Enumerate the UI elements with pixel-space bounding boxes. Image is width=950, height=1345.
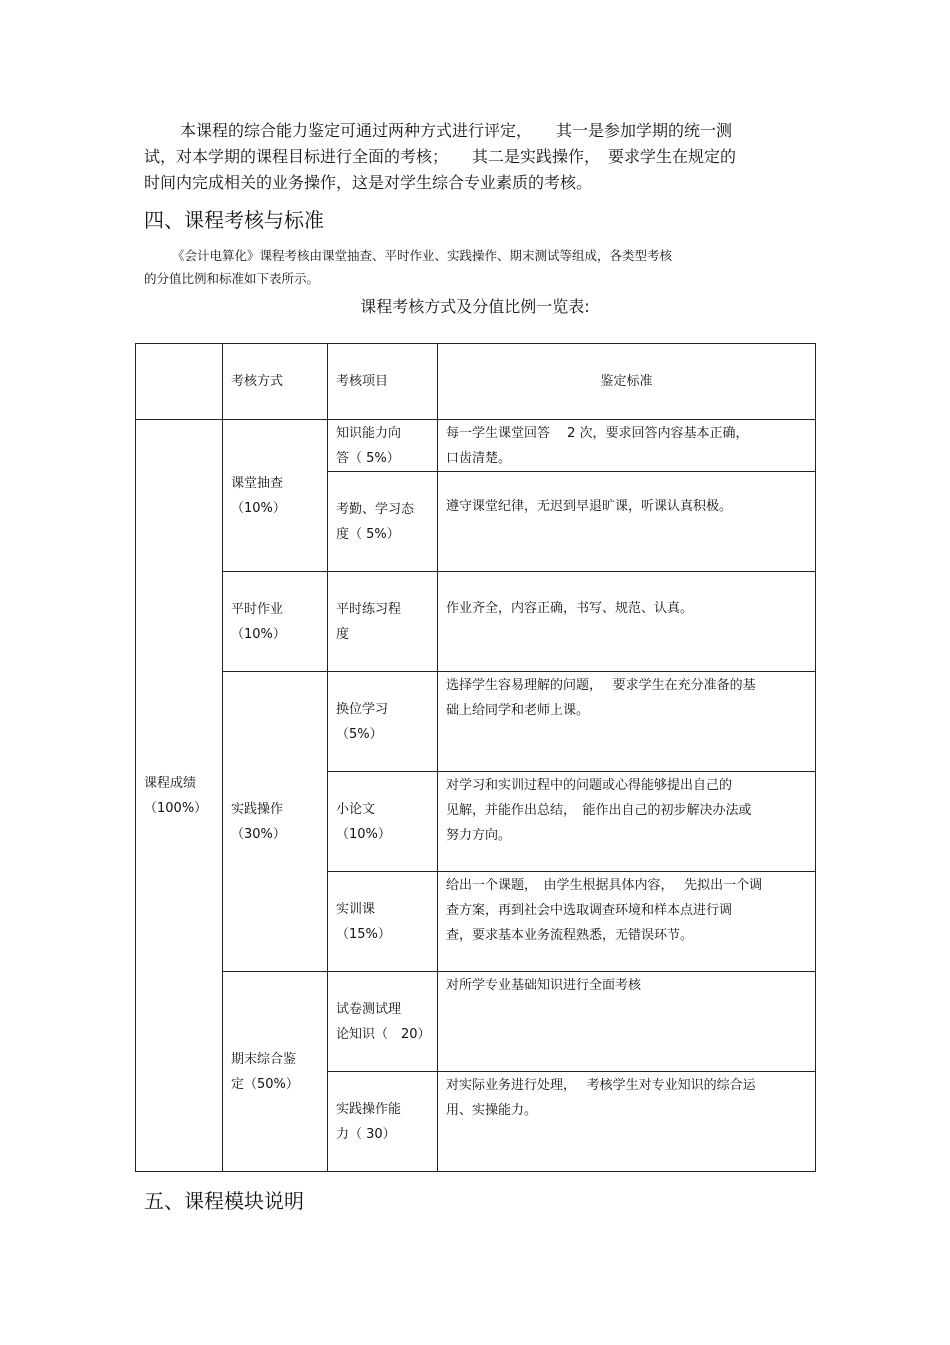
header-standard: 鉴定标准 [438,344,816,420]
standard-cell [438,1072,816,1172]
method-cell [223,672,328,972]
table-row [136,672,816,772]
method-percent: 定（50%） [231,1076,299,1092]
standard-line: 见解，并能作出总结， 能作出自己的初步解决办法或 [446,803,752,818]
total-score-cell [136,420,223,1172]
method-percent: （10%） [231,626,286,642]
item-cell [328,672,438,772]
item-line: 平时练习程 [336,601,402,617]
standard-line: 用、实操能力。 [446,1103,538,1118]
item-line: 度 [336,626,350,642]
standard-line: 础上给同学和老师上课。 [446,703,590,718]
standard-cell [438,472,816,572]
intro-line: 本课程的综合能力鉴定可通过两种方式进行评定， 其一是参加学期的统一测 [180,121,733,140]
item-line: （15%） [336,926,391,942]
method-label: 期末综合鉴 [231,1051,297,1067]
total-label: 课程成绩 [144,775,197,791]
item-cell [328,872,438,972]
item-line: 实践操作能 [336,1101,402,1117]
standard-line: 努力方向。 [446,828,512,843]
table-row [136,572,816,672]
item-line: 力（ 30） [336,1126,396,1142]
item-line: 知识能力向 [336,425,402,441]
description-line: 的分值比例和标准如下表所示。 [144,271,320,286]
item-cell [328,1072,438,1172]
item-line: 小论文 [336,801,376,817]
item-cell [328,772,438,872]
method-cell [223,972,328,1172]
intro-line: 试，对本学期的课程目标进行全面的考核； 其二是实践操作， 要求学生在规定的 [144,147,737,166]
assessment-table [135,343,816,1172]
standard-line: 查方案，再到社会中选取调查环境和样本点进行调 [446,903,733,918]
item-cell [328,420,438,472]
item-line: 试卷测试理 [336,1001,402,1017]
intro-paragraph [144,118,804,196]
table-row [136,972,816,1072]
item-line: 换位学习 [336,701,389,717]
total-percent: （100%） [144,800,208,816]
assessment-description [144,244,764,290]
item-cell [328,472,438,572]
standard-cell [438,572,816,672]
standard-cell [438,672,816,772]
method-percent: （10%） [231,500,286,516]
section-heading-5: 五、课程模块说明 [144,1189,304,1213]
standard-line: 遵守课堂纪律，无迟到早退旷课，听课认真积极。 [446,499,733,514]
standard-line: 每一学生课堂回答 2 次，要求回答内容基本正确， [446,426,749,441]
header-method: 考核方式 [223,344,328,420]
standard-line: 对所学专业基础知识进行全面考核 [446,978,642,993]
intro-line: 时间内完成相关的业务操作，这是对学生综合专业素质的考核。 [144,173,593,192]
standard-cell [438,872,816,972]
standard-line: 给出一个课题， 由学生根据具体内容， 先拟出一个调 [446,878,763,893]
standard-cell [438,420,816,472]
header-blank-cell [136,344,223,420]
method-label: 课堂抽查 [231,475,284,491]
description-line: 《会计电算化》课程考核由课堂抽查、平时作业、实践操作、期末测试等组成，各类型考核 [172,248,673,263]
table-caption: 课程考核方式及分值比例一览表: [360,297,590,316]
standard-line: 查，要求基本业务流程熟悉，无错误环节。 [446,928,694,943]
standard-cell [438,772,816,872]
standard-line: 口齿清楚。 [446,451,512,466]
item-line: 答（ 5%） [336,450,400,466]
table-header-row [136,344,816,420]
method-percent: （30%） [231,826,286,842]
section-heading-4: 四、课程考核与标准 [144,208,324,232]
method-label: 平时作业 [231,601,284,617]
item-line: 考勤、学习态 [336,501,415,517]
table-row [136,420,816,472]
item-line: （5%） [336,726,383,742]
item-line: 论知识（ 20） [336,1026,431,1042]
standard-line: 选择学生容易理解的问题， 要求学生在充分准备的基 [446,678,756,693]
item-cell [328,572,438,672]
item-line: 实训课 [336,901,376,917]
standard-line: 作业齐全，内容正确，书写、规范、认真。 [446,601,694,616]
item-line: 度（ 5%） [336,526,400,542]
item-line: （10%） [336,826,391,842]
method-label: 实践操作 [231,801,284,817]
standard-line: 对学习和实训过程中的问题或心得能够提出自己的 [446,778,733,793]
method-cell [223,572,328,672]
standard-line: 对实际业务进行处理， 考核学生对专业知识的综合运 [446,1078,756,1093]
method-cell [223,420,328,572]
header-item: 考核项目 [328,344,438,420]
item-cell [328,972,438,1072]
standard-cell [438,972,816,1072]
